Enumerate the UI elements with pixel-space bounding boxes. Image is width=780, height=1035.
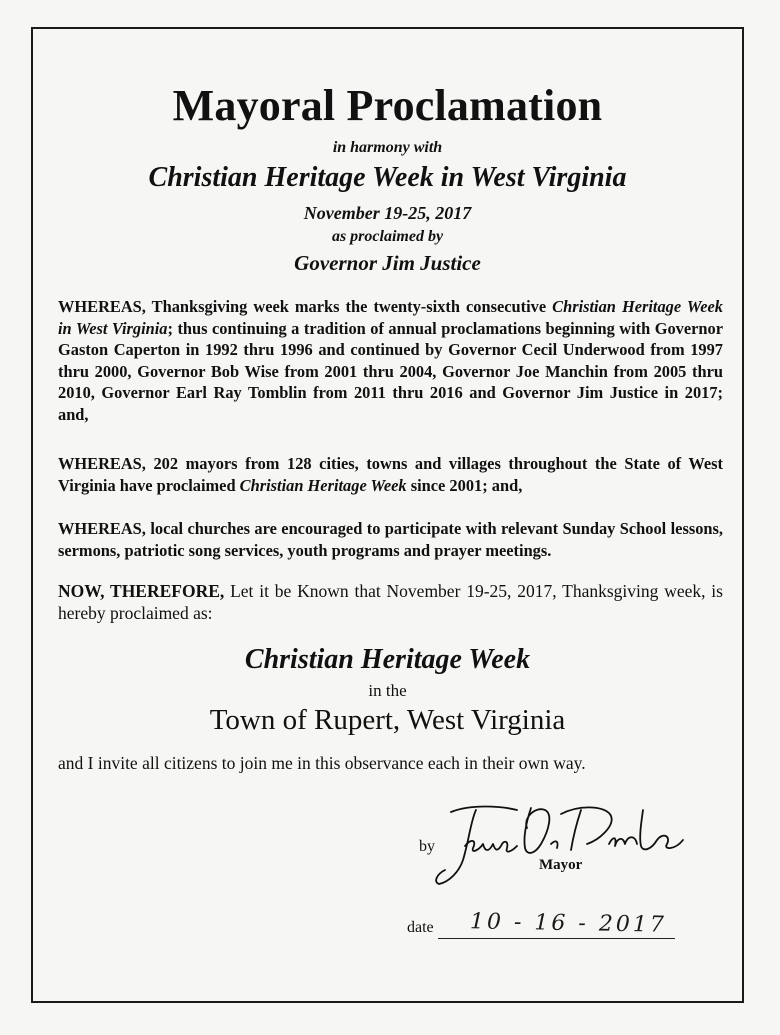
paragraph-text: Thanksgiving week marks the twenty-sixth consecutive	[145, 297, 553, 316]
whereas-paragraph-2	[58, 453, 723, 496]
paragraph-text: since 2001; and,	[406, 475, 523, 495]
therefore-lead: NOW, THEREFORE,	[58, 581, 225, 601]
by-label: by	[419, 838, 435, 855]
handwritten-date: 10 - 16 - 2017	[469, 909, 668, 938]
whereas-lead: WHEREAS,	[58, 454, 146, 473]
whereas-paragraph-1	[58, 296, 723, 425]
paragraph-emphasis: Christian Heritage Week in West Virginia	[58, 297, 723, 338]
week-title: Christian Heritage Week in West Virginia	[148, 162, 627, 193]
whereas-lead: WHEREAS,	[58, 519, 146, 538]
whereas-paragraph-3	[58, 518, 723, 561]
town-name: Town of Rupert, West Virginia	[209, 704, 566, 736]
date-label: date	[407, 919, 434, 936]
mayor-label: Mayor	[539, 857, 583, 873]
whereas-lead: WHEREAS,	[58, 297, 146, 316]
paragraph-text: 202 mayors from 128 cities, towns and villages throughout the State of West Virginia have proclaimed	[58, 454, 723, 495]
harmony-line: in harmony with	[332, 139, 443, 156]
mayor-signature-image	[431, 800, 691, 890]
week-dates: November 19-25, 2017	[303, 203, 472, 223]
paragraph-text: local churches are encouraged to participate with relevant Sunday School lessons, sermons, patriotic song services, youth programs and prayer meetings.	[58, 519, 723, 560]
paragraph-text: ; thus continuing a tradition of annual proclamations beginning with Governor Gaston Caperton in 1992 thru 1996 and continued by Governor Cecil Underwood from 1997 thru 2000, Governor Bob Wise from 2001 thru 2004, Governor Joe Manchin from 2005 thru 2010, Governor Earl Ray Tomblin from 2011 thru 2016 and Governor Jim Justice in 2017; and,	[58, 318, 723, 424]
in-the-line: in the	[368, 681, 407, 700]
governor-name: Governor Jim Justice	[294, 251, 481, 275]
proclaimed-week-title: Christian Heritage Week	[244, 644, 531, 675]
paragraph-emphasis: Christian Heritage Week	[239, 475, 407, 495]
paragraph-text: Let it be Known that November 19-25, 2017, Thanksgiving week, is hereby proclaimed as:	[58, 581, 723, 623]
therefore-paragraph	[58, 580, 723, 624]
invitation-line: and I invite all citizens to join me in this observance each in their own way.	[58, 753, 586, 773]
proclaimed-by-line: as proclaimed by	[331, 228, 444, 245]
document-title: Mayoral Proclamation	[172, 81, 603, 130]
date-line	[438, 938, 675, 939]
